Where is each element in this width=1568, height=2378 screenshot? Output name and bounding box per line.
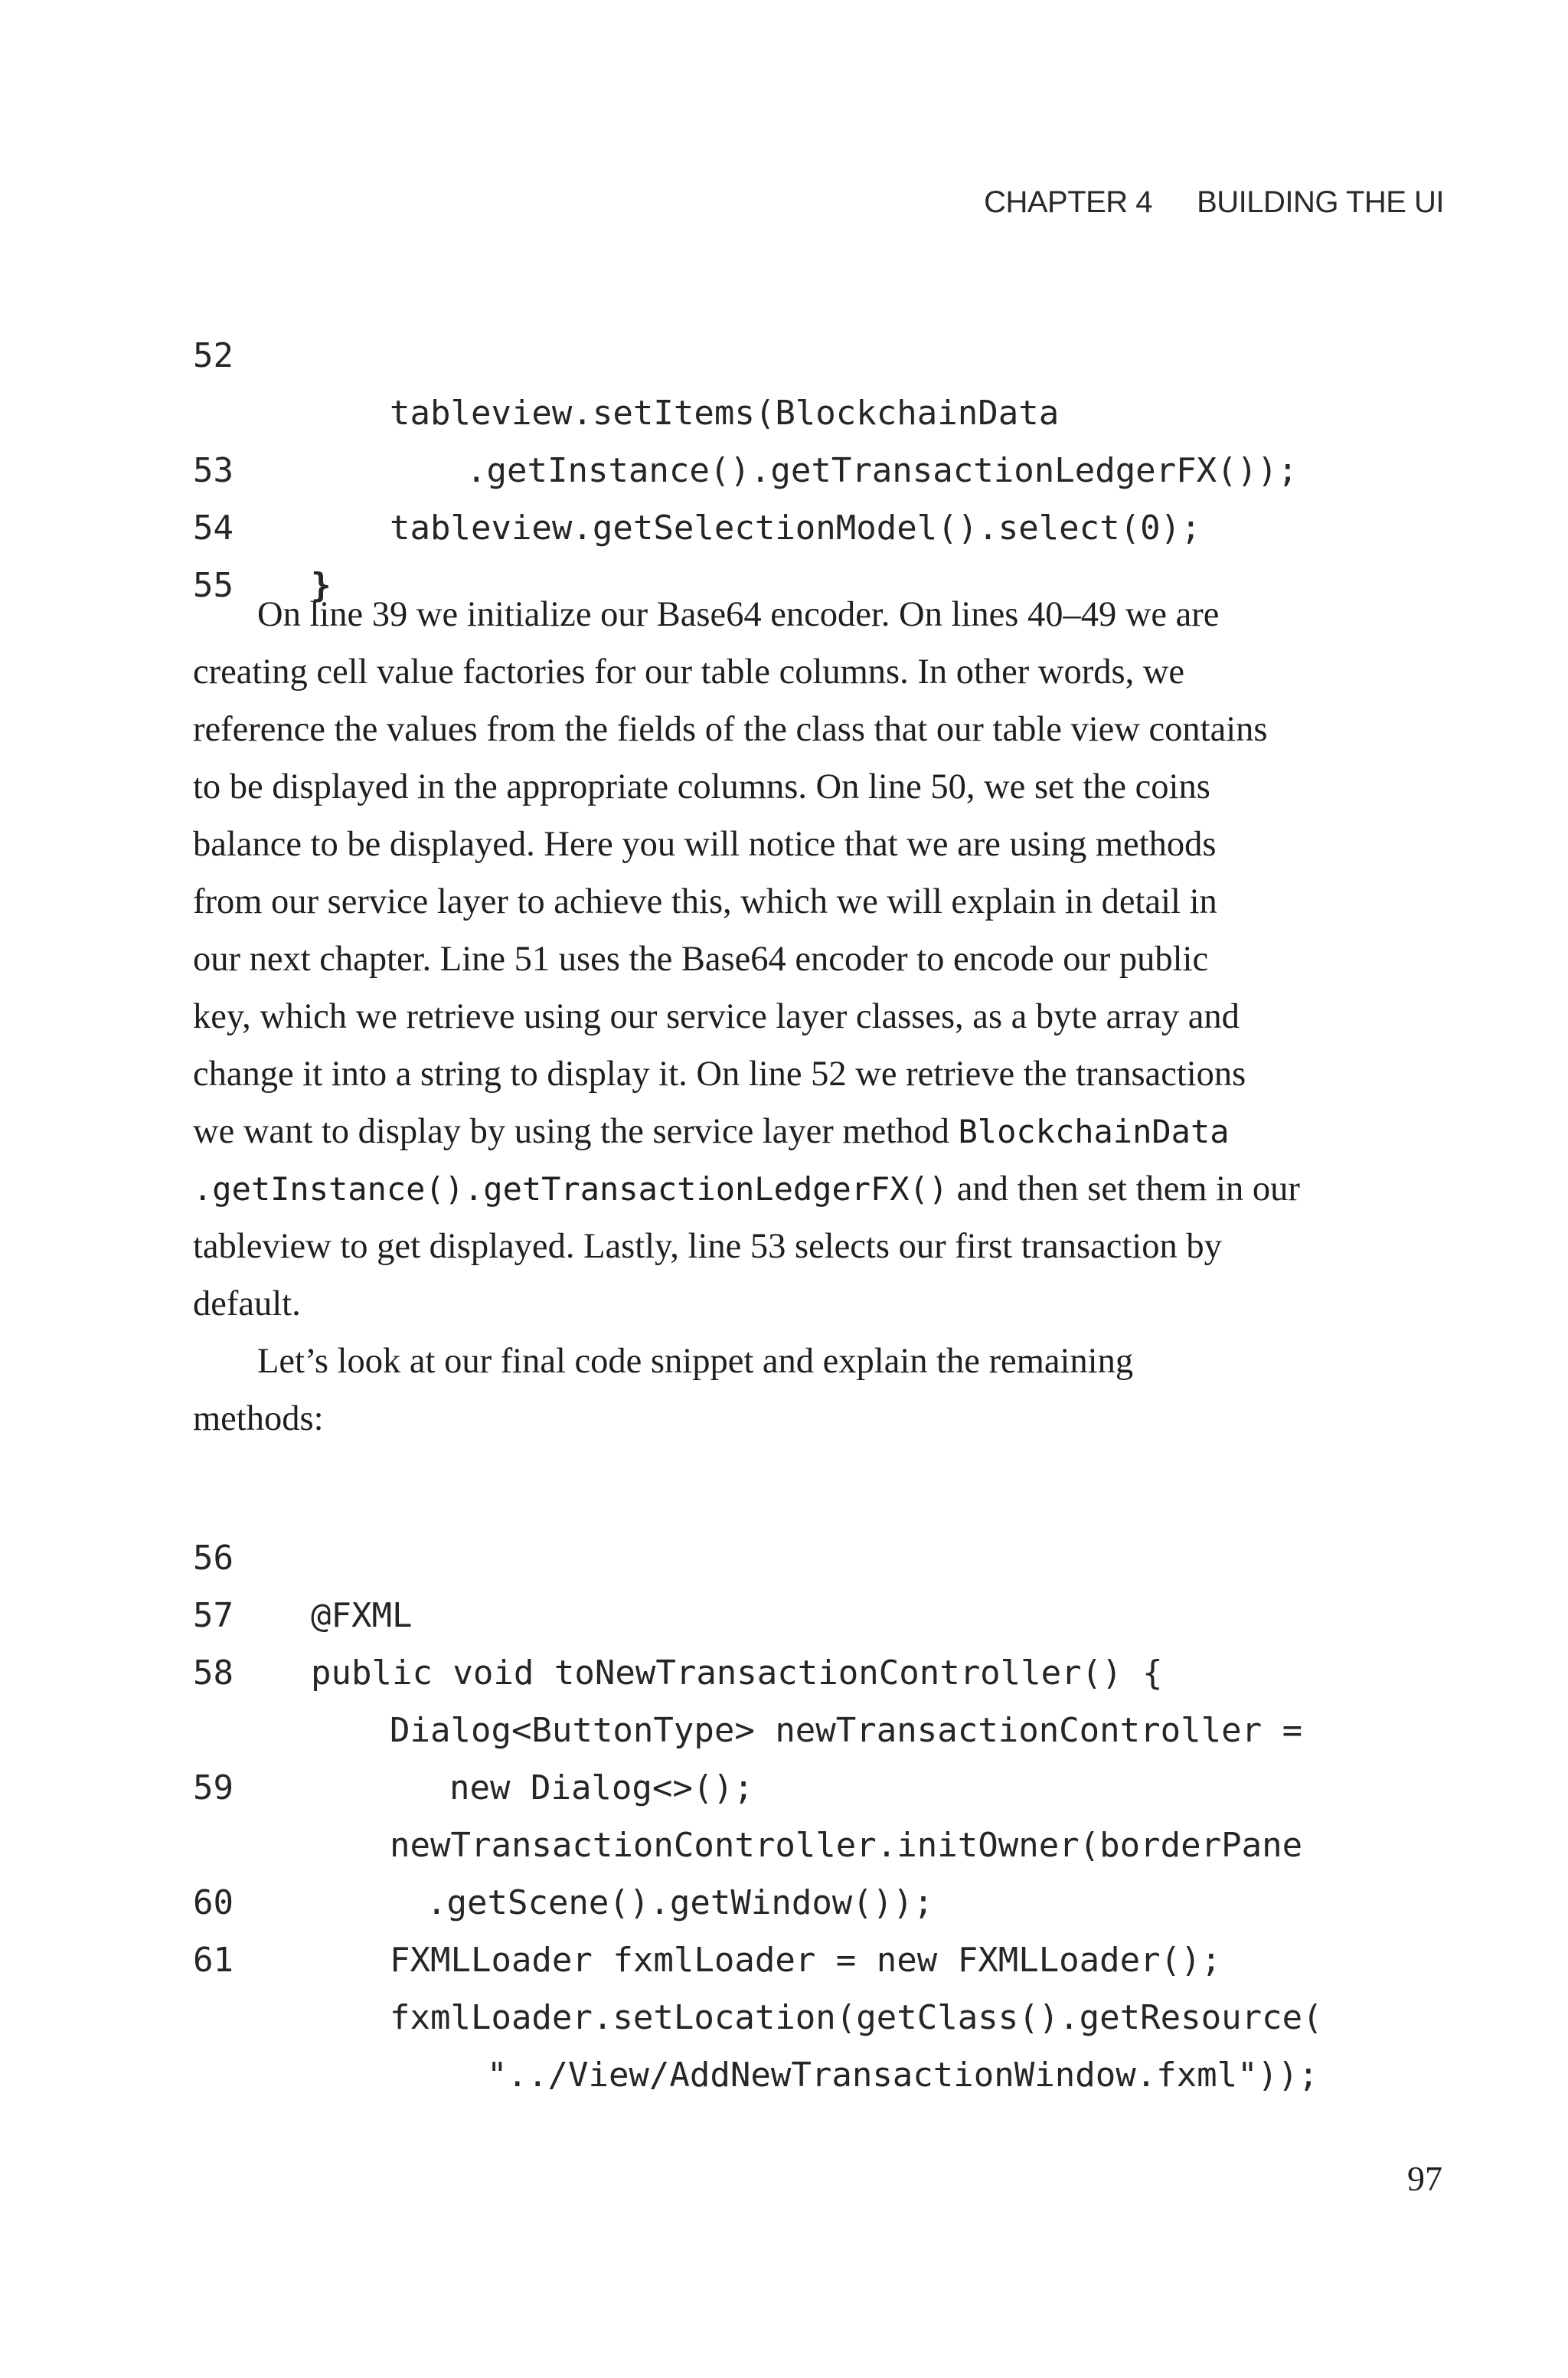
chapter-label: CHAPTER 4 — [984, 185, 1153, 219]
code-text: "../View/AddNewTransactionWindow.fxml")); — [487, 2056, 1319, 2095]
line-number: 57 — [193, 1596, 234, 1635]
line-number: 54 — [193, 509, 234, 548]
line-number: 61 — [193, 1941, 234, 1980]
code-text: Dialog<ButtonType> newTransactionController = — [390, 1711, 1303, 1750]
code-text: @FXML — [311, 1596, 413, 1635]
page-number: 97 — [1407, 2159, 1442, 2198]
line-number: 56 — [193, 1539, 234, 1578]
inline-code: BlockchainData — [958, 1113, 1230, 1150]
code-text: tableview.setItems(BlockchainData — [390, 394, 1060, 433]
code-text: fxmlLoader.setLocation(getClass().getResource( — [390, 1998, 1323, 2037]
text-line — [193, 1160, 1449, 1218]
text-line: On line 39 we initialize our Base64 encoder. On lines 40–49 we are — [257, 595, 1220, 634]
code-block-1 — [193, 270, 1298, 605]
code-text: } — [311, 566, 332, 605]
code-line — [193, 499, 315, 605]
body-paragraph-2 — [193, 1333, 1449, 1447]
line-number: 55 — [193, 566, 234, 605]
running-header — [984, 185, 1444, 220]
code-block-2 — [193, 1472, 1323, 2095]
text-line — [193, 1103, 1449, 1160]
text-line: from our service layer to achieve this, which we will explain in detail in — [193, 882, 1217, 921]
line-number: 52 — [193, 336, 234, 375]
code-text: tableview.getSelectionModel().select(0); — [390, 509, 1201, 548]
code-text: FXMLLoader fxmlLoader = new FXMLLoader(); — [390, 1941, 1222, 1980]
text-line: reference the values from the fields of the class that our table view contains — [193, 710, 1268, 749]
line-number: 58 — [193, 1653, 234, 1693]
text-line: key, which we retrieve using our service layer classes, as a byte array and — [193, 997, 1240, 1036]
text-run: and then set them in our — [956, 1169, 1300, 1209]
body-paragraph-1 — [193, 586, 1449, 1333]
code-text: .getInstance().getTransactionLedgerFX()); — [466, 451, 1298, 490]
text-line: our next chapter. Line 51 uses the Base64 encoder to encode our public — [193, 940, 1209, 979]
line-number: 53 — [193, 451, 234, 490]
code-text: new Dialog<>(); — [449, 1768, 754, 1807]
line-number: 60 — [193, 1883, 234, 1922]
text-line: tableview to get displayed. Lastly, line 53 selects our first transaction by — [193, 1227, 1222, 1266]
line-number: 59 — [193, 1768, 234, 1807]
text-line: methods: — [193, 1399, 324, 1438]
code-line — [193, 270, 1060, 433]
inline-code: .getInstance().getTransactionLedgerFX() — [193, 1170, 949, 1208]
code-text: newTransactionController.initOwner(borderPane — [390, 1826, 1303, 1865]
text-line: creating cell value factories for our table columns. In other words, we — [193, 653, 1185, 692]
text-line: to be displayed in the appropriate columns. On line 50, we set the coins — [193, 767, 1210, 806]
text-run: we want to display by using the service layer method — [193, 1112, 949, 1151]
text-line: Let’s look at our final code snippet and explain the remaining — [257, 1342, 1134, 1381]
code-text: public void toNewTransactionController() { — [311, 1653, 1163, 1693]
text-line: change it into a string to display it. On line 52 we retrieve the transactions — [193, 1055, 1246, 1094]
text-line: default. — [193, 1284, 301, 1323]
code-text: .getScene().getWindow()); — [426, 1883, 934, 1922]
section-title: BUILDING THE UI — [1197, 185, 1444, 219]
text-line: balance to be displayed. Here you will notice that we are using methods — [193, 825, 1217, 864]
